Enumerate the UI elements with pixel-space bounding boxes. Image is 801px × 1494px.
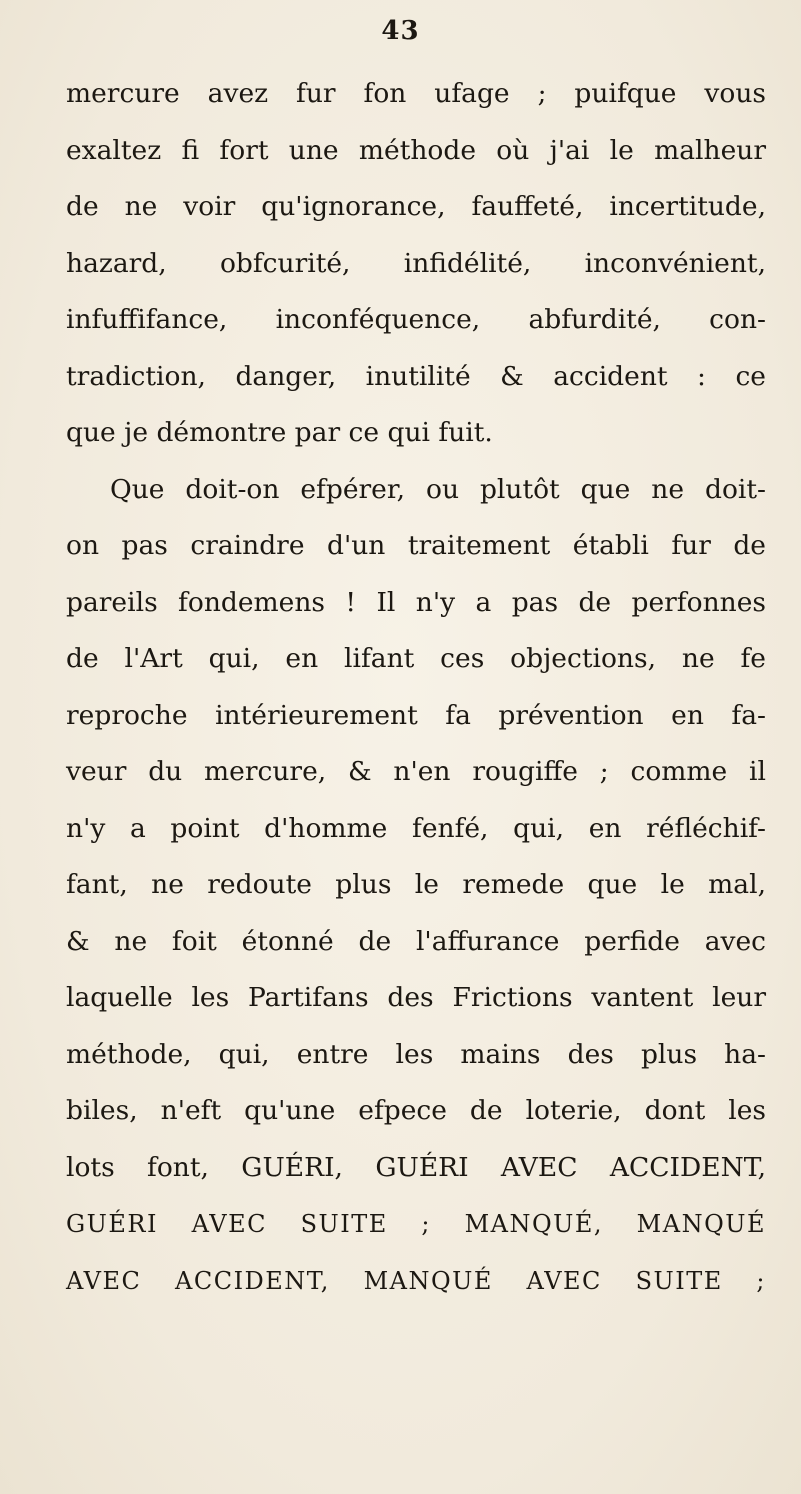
text-line-12: reproche intérieurement fa prévention en fa- <box>66 699 766 731</box>
text-line-19: biles, n'eft qu'une efpece de loterie, dont les <box>66 1095 766 1126</box>
text-line-10: pareils fondemens ! Il n'y a pas de perfonnes <box>66 586 766 618</box>
text-line-9: on pas craindre d'un traitement établi fur de <box>66 530 766 561</box>
text-line-11: de l'Art qui, en lifant ces objections, ne fe <box>66 643 766 674</box>
text-line-1: mercure avez fur fon ufage ; puifque vous <box>66 78 766 109</box>
page-number: 43 <box>381 16 420 46</box>
text-line-6: tradiction, danger, inutilité & accident : ce <box>66 360 766 392</box>
text-line-15: fant, ne redoute plus le remede que le mal, <box>66 869 766 900</box>
text-line-3: de ne voir qu'ignorance, fauffeté, incertitude, <box>66 191 766 222</box>
text-line-14: n'y a point d'homme fenfé, qui, en réfléchif- <box>66 812 766 844</box>
text-line-20: lots font, GUÉRI, GUÉRI AVEC ACCIDENT, <box>66 1151 766 1183</box>
text-line-4: hazard, obfcurité, infidélité, inconvénient, <box>66 247 766 279</box>
text-line-17: laquelle les Partifans des Frictions vantent leur <box>66 982 766 1013</box>
body-text <box>66 66 766 1309</box>
text-line-2: exaltez fi fort une méthode où j'ai le malheur <box>66 134 766 166</box>
text-line-21: GUÉRI AVEC SUITE ; MANQUÉ, MANQUÉ <box>66 1210 766 1238</box>
text-line-22: AVEC ACCIDENT, MANQUÉ AVEC SUITE ; <box>66 1266 766 1295</box>
text-line-5: infuffifance, inconféquence, abfurdité, con- <box>66 304 766 335</box>
text-line-13: veur du mercure, & n'en rougiffe ; comme il <box>66 756 766 787</box>
text-line-8: Que doit-on efpérer, ou plutôt que ne doit- <box>110 473 766 505</box>
text-line-16: & ne foit étonné de l'affurance perfide avec <box>66 925 766 957</box>
text-line-18: méthode, qui, entre les mains des plus ha- <box>66 1038 766 1070</box>
text-line-7: que je démontre par ce qui fuit. <box>66 417 493 448</box>
